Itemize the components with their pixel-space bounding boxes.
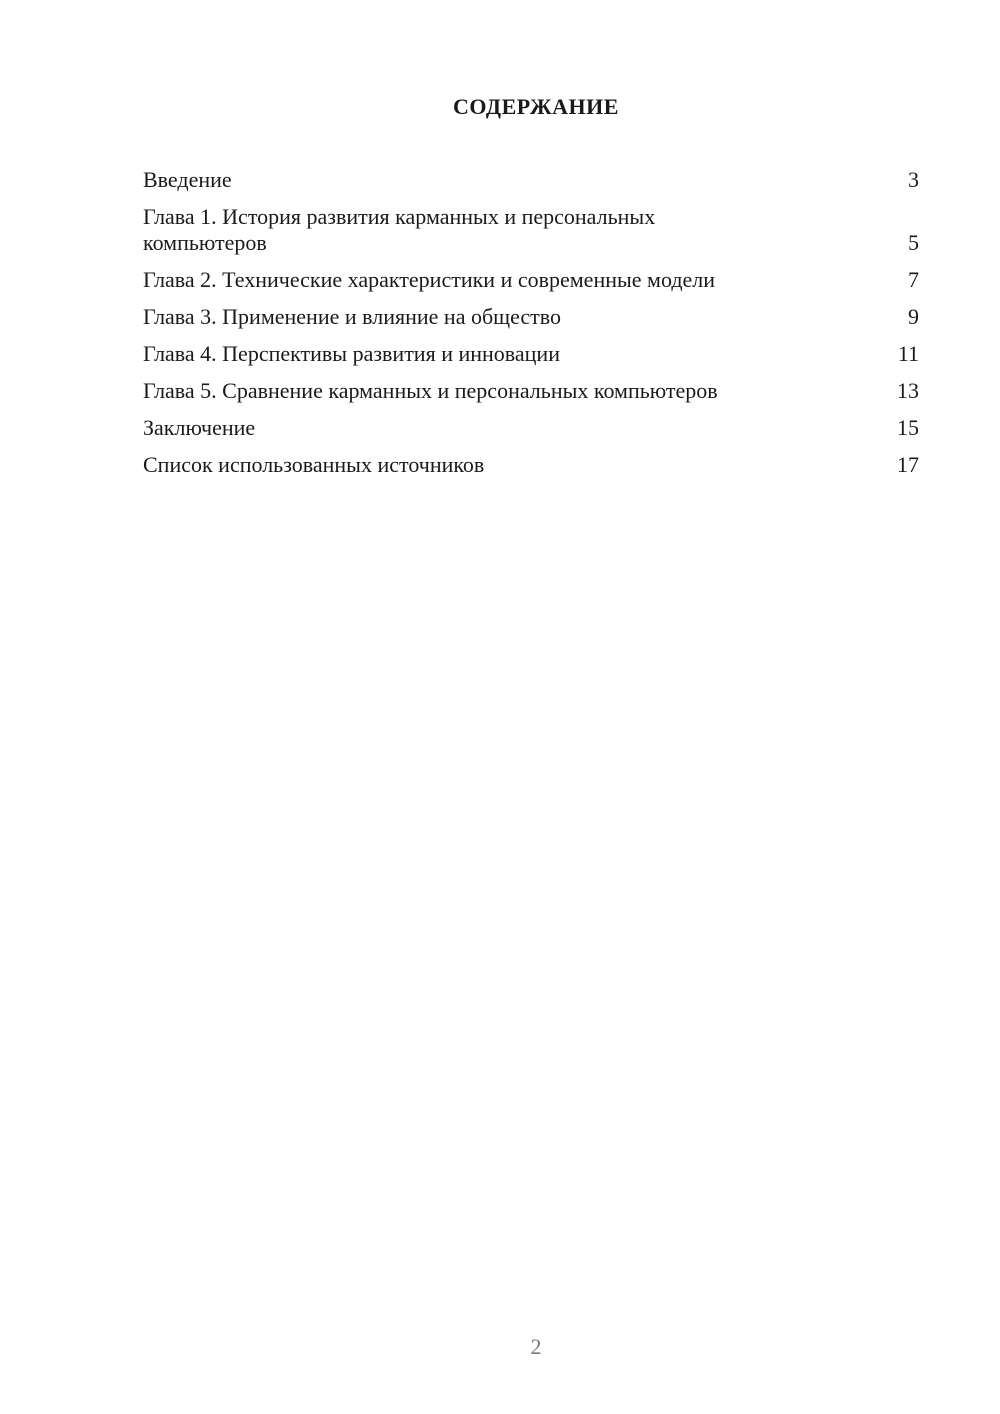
toc-item-label: Глава 1. История развития карманных и персональных компьютеров (143, 204, 656, 255)
toc-item (143, 304, 919, 330)
toc-item-page: 3 (908, 167, 919, 192)
toc-item-page: 5 (908, 230, 919, 255)
toc-item-label: Глава 4. Перспективы развития и инновации (143, 341, 560, 366)
page-title: СОДЕРЖАНИЕ (453, 94, 619, 119)
toc-item-page: 17 (897, 452, 919, 477)
toc-item-page: 9 (908, 304, 919, 329)
toc-item-label: Глава 2. Технические характеристики и современные модели (143, 267, 716, 292)
toc-item (143, 341, 919, 367)
toc-item-label: Глава 5. Сравнение карманных и персональных компьютеров (143, 378, 718, 403)
toc-item-page: 11 (897, 341, 919, 366)
toc-item (143, 267, 919, 293)
toc-item-label: Глава 3. Применение и влияние на общество (143, 304, 562, 329)
toc-item (143, 167, 919, 193)
toc-item-label: Список использованных источников (143, 452, 485, 477)
toc-item-page: 13 (897, 378, 919, 403)
toc-item (143, 204, 919, 256)
toc-item-label: Заключение (143, 415, 256, 440)
page-number: 2 (530, 1334, 542, 1359)
toc-item-page: 7 (908, 267, 919, 292)
toc-item (143, 415, 919, 441)
toc-item (143, 378, 919, 404)
table-of-contents (143, 167, 919, 489)
toc-item (143, 452, 919, 478)
toc-item-page: 15 (897, 415, 919, 440)
toc-item-label: Введение (143, 167, 232, 192)
